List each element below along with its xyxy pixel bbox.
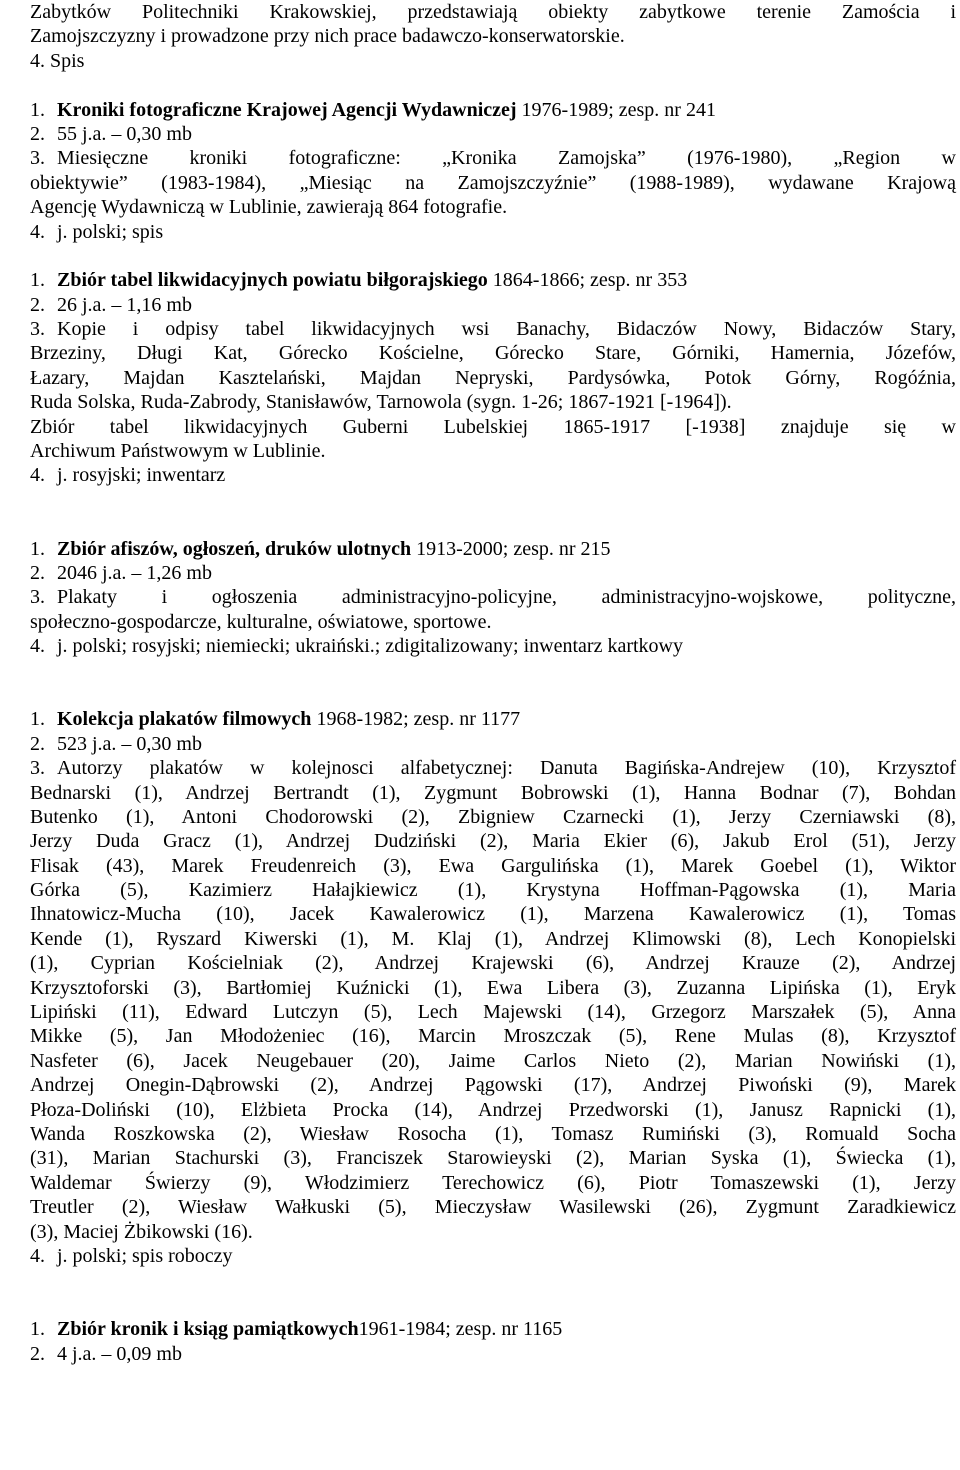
entry-description: (1), Cyprian Kościelniak (2), Andrzej Krajewski (6), Andrzej Krauze (2), Andrzej bbox=[30, 952, 956, 975]
entry-title: 1. Zbiór tabel likwidacyjnych powiatu biłgorajskiego 1864-1866; zesp. nr 353 bbox=[30, 269, 688, 292]
entry-description: Płoza-Doliński (10), Elżbieta Procka (14), Andrzej Przedworski (1), Janusz Rapnicki (1), bbox=[30, 1098, 956, 1121]
intro-line: Zabytków Politechniki Krakowskiej, przedstawiają obiekty zabytkowe terenie Zamościa i bbox=[30, 1, 956, 23]
entry-size: 2. 523 j.a. – 0,30 mb bbox=[30, 732, 202, 755]
entry-title: 1. Kolekcja plakatów filmowych 1968-1982; zesp. nr 1177 bbox=[30, 708, 521, 731]
entry-description: Ruda Solska, Ruda-Zabrody, Stanisławów, Tarnowola (sygn. 1-26; 1867-1921 [-1964]). bbox=[30, 391, 732, 414]
entry-description: Brzeziny, Długi Kat, Górecko Kościelne, Górecko Stare, Górniki, Hamernia, Józefów, bbox=[30, 342, 956, 365]
entry-size: 2. 55 j.a. – 0,30 mb bbox=[30, 122, 192, 145]
entry-description: Waldemar Świerzy (9), Włodzimierz Terechowicz (6), Piotr Tomaszewski (1), Jerzy bbox=[30, 1171, 956, 1194]
entry-description: Zbiór tabel likwidacyjnych Guberni Lubelskiej 1865-1917 [-1938] znajduje się w bbox=[30, 415, 956, 438]
entry-description: Nasfeter (6), Jacek Neugebauer (20), Jaime Carlos Nieto (2), Marian Nowiński (1), bbox=[30, 1049, 956, 1072]
entry-description: Andrzej Onegin-Dąbrowski (2), Andrzej Pągowski (17), Andrzej Piwoński (9), Marek bbox=[30, 1074, 956, 1097]
entry-description: Treutler (2), Wiesław Wałkuski (5), Mieczysław Wasilewski (26), Zygmunt Zaradkiewicz bbox=[30, 1196, 956, 1219]
entry-title: 1. Kroniki fotograficzne Krajowej Agencji Wydawniczej 1976-1989; zesp. nr 241 bbox=[30, 98, 716, 121]
entry-description: Wanda Roszkowska (2), Wiesław Rosocha (1), Tomasz Rumiński (3), Romuald Socha bbox=[30, 1123, 956, 1145]
entry-description: Górka (5), Kazimierz Hałajkiewicz (1), Krystyna Hoffman-Pągowska (1), Maria bbox=[30, 879, 956, 902]
entry-description: 3. Autorzy plakatów w kolejnosci alfabetycznej: Danuta Bagińska-Andrejew (10), Krzysztof bbox=[30, 757, 956, 780]
entry-description: Mikke (5), Jan Młodożeniec (16), Marcin Mroszczak (5), Rene Mulas (8), Krzysztof bbox=[30, 1025, 956, 1048]
entry-size: 2. 26 j.a. – 1,16 mb bbox=[30, 293, 192, 316]
entry-language: 4. j. polski; spis bbox=[30, 220, 164, 243]
entry-title: 1. Zbiór afiszów, ogłoszeń, druków ulotnych 1913-2000; zesp. nr 215 bbox=[30, 537, 611, 560]
entry-description: (31), Marian Stachurski (3), Franciszek Starowieyski (2), Marian Syska (1), Świecka (1), bbox=[30, 1147, 956, 1170]
entry-description: obiektywie” (1983-1984), „Miesiąc na Zamojszczyźnie” (1988-1989), wydawane Krajową bbox=[30, 171, 956, 194]
entry-description: Flisak (43), Marek Freudenreich (3), Ewa Gargulińska (1), Marek Goebel (1), Wiktor bbox=[30, 854, 956, 877]
intro-line: 4. Spis bbox=[30, 49, 85, 72]
entry-description: 3. Plakaty i ogłoszenia administracyjno-policyjne, administracyjno-wojskowe, polityczne, bbox=[30, 586, 956, 609]
intro-line: Zamojszczyzny i prowadzone przy nich prace badawczo-konserwatorskie. bbox=[30, 25, 625, 48]
entry-description: Łazary, Majdan Kasztelański, Majdan Nepryski, Pardysówka, Potok Górny, Rogóźnia, bbox=[30, 366, 956, 389]
entry-description: 3. Miesięczne kroniki fotograficzne: „Kronika Zamojska” (1976-1980), „Region w bbox=[30, 147, 956, 170]
entry-description: Jerzy Duda Gracz (1), Andrzej Dudziński (2), Maria Ekier (6), Jakub Erol (51), Jerzy bbox=[30, 830, 956, 853]
entry-description: społeczno-gospodarcze, kulturalne, oświatowe, sportowe. bbox=[30, 610, 492, 633]
entry-description: Agencję Wydawniczą w Lublinie, zawierają 864 fotografie. bbox=[30, 196, 508, 219]
entry-size: 2. 4 j.a. – 0,09 mb bbox=[30, 1342, 182, 1365]
entry-description: (3), Maciej Żbikowski (16). bbox=[30, 1220, 253, 1243]
entry-description: Krzysztoforski (3), Bartłomiej Kuźnicki (1), Ewa Libera (3), Zuzanna Lipińska (1), Eryk bbox=[30, 976, 956, 999]
entry-description: Archiwum Państwowym w Lublinie. bbox=[30, 440, 326, 463]
entry-description: Ihnatowicz-Mucha (10), Jacek Kawalerowicz (1), Marzena Kawalerowicz (1), Tomas bbox=[30, 903, 956, 926]
entry-language: 4. j. polski; rosyjski; niemiecki; ukraiński.; zdigitalizowany; inwentarz kartkowy bbox=[30, 635, 683, 658]
entry-size: 2. 2046 j.a. – 1,26 mb bbox=[30, 562, 212, 584]
entry-title: 1. Zbiór kronik i ksiąg pamiątkowych1961-1984; zesp. nr 1165 bbox=[30, 1318, 563, 1341]
entry-description: Lipiński (11), Edward Lutczyn (5), Lech Majewski (14), Grzegorz Marszałek (5), Anna bbox=[30, 1001, 956, 1024]
entry-language: 4. j. polski; spis roboczy bbox=[30, 1244, 233, 1267]
entry-description: Bednarski (1), Andrzej Bertrandt (1), Zygmunt Bobrowski (1), Hanna Bodnar (7), Bohdan bbox=[30, 781, 956, 804]
entry-description: 3. Kopie i odpisy tabel likwidacyjnych wsi Banachy, Bidaczów Nowy, Bidaczów Stary, bbox=[30, 318, 956, 341]
entry-description: Butenko (1), Antoni Chodorowski (2), Zbigniew Czarnecki (1), Jerzy Czerniawski (8), bbox=[30, 805, 956, 828]
document-page bbox=[30, 0, 956, 1366]
entry-language: 4. j. rosyjski; inwentarz bbox=[30, 464, 226, 487]
entry-description: Kende (1), Ryszard Kiwerski (1), M. Klaj (1), Andrzej Klimowski (8), Lech Konopielski bbox=[30, 927, 956, 950]
